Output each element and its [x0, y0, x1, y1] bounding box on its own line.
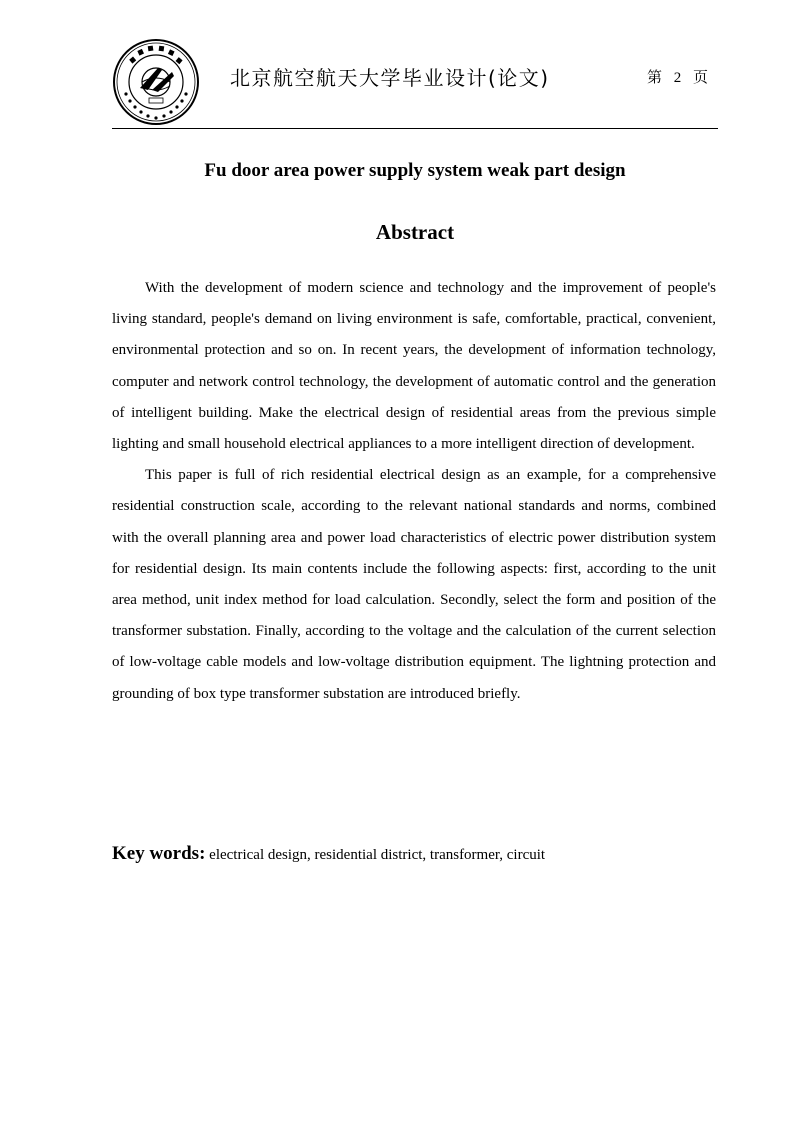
- header-divider: [112, 128, 718, 129]
- abstract-body: [112, 273, 716, 710]
- keywords-label: Key words:: [112, 843, 206, 864]
- page-number: 第 2 页: [646, 70, 708, 86]
- paper-title: Fu door area power supply system weak part design: [204, 160, 626, 181]
- university-seal-logo: [112, 38, 200, 126]
- keywords-values: electrical design, residential district, transformer, circuit: [209, 847, 546, 863]
- abstract-paragraph: This paper is full of rich residential electrical design as an example, for a comprehensive residential construction scale, according to the relevant national standards and norms, combined with the overall planning area and power load characteristics of electric power distribution system for residential design. Its main contents include the following aspects: first, according to the unit area method, unit index method for load calculation. Secondly, select the form and position of the transformer substation. Finally, according to the voltage and the calculation of the current selection of low-voltage cable models and low-voltage distribution equipment. The lightning protection and grounding of box type transformer substation are introduced briefly.: [112, 467, 716, 702]
- page-header: [112, 38, 718, 128]
- abstract-paragraph: With the development of modern science and technology and the improvement of people's living standard, people's demand on living environment is safe, comfortable, practical, convenient, environmental protection and so on. In recent years, the development of information technology, computer and network control technology, the development of automatic control and the generation of intelligent building. Make the electrical design of residential areas from the previous simple lighting and small household electrical appliances to a more intelligent direction of development.: [112, 280, 716, 453]
- keywords-line: [112, 843, 718, 865]
- abstract-heading: Abstract: [375, 220, 455, 244]
- header-title: 北京航空航天大学毕业设计(论文): [230, 66, 550, 90]
